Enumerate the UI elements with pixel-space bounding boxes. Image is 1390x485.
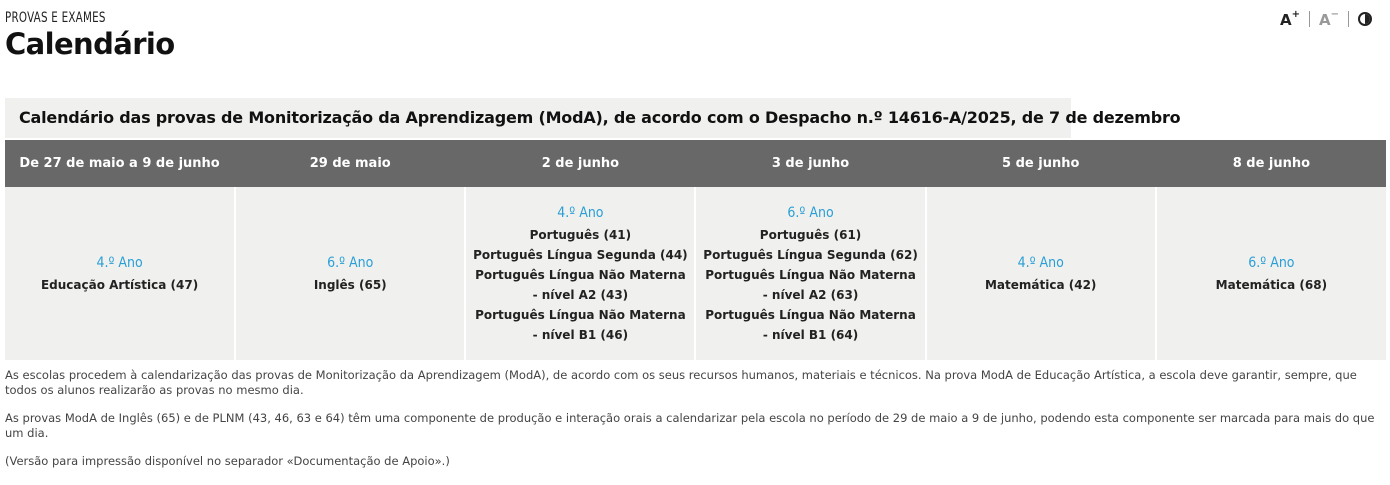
school-year-label: 4.º Ano: [557, 204, 604, 221]
column-header-date: 8 de junho: [1156, 140, 1386, 187]
table-cell: [5, 187, 235, 360]
exam-name: Português (41): [529, 227, 632, 242]
exam-name: Inglês (65): [313, 277, 387, 292]
accessibility-toolbar: [1271, 8, 1380, 29]
increase-font-button[interactable]: A+: [1280, 9, 1300, 29]
decrease-font-button[interactable]: A−: [1319, 9, 1339, 29]
column-header-date: De 27 de maio a 9 de junho: [5, 140, 235, 187]
notes-section: [5, 368, 1380, 482]
table-header-row: [5, 140, 1386, 187]
exam-calendar-table: [5, 140, 1386, 360]
school-year-label: 6.º Ano: [787, 204, 834, 221]
school-year-label: 4.º Ano: [96, 254, 143, 271]
table-cell: [1156, 187, 1386, 360]
table-row: [5, 187, 1386, 360]
school-year-label: 6.º Ano: [1248, 254, 1295, 271]
column-header-date: 2 de junho: [465, 140, 695, 187]
school-year-label: 4.º Ano: [1017, 254, 1064, 271]
toolbar-divider: [1348, 11, 1349, 27]
exam-name: Português Língua Segunda (44): [473, 247, 688, 262]
exam-name: Português Língua Não Materna - nível A2 (63): [705, 267, 916, 302]
exam-name: Português Língua Não Materna - nível B1 (46): [475, 307, 686, 342]
table-cell: [465, 187, 695, 360]
note-paragraph: As provas ModA de Inglês (65) e de PLNM (43, 46, 63 e 64) têm uma componente de produção e interação orais a calendarizar pela escola no período de 29 de maio a 9 de junho, podendo esta componente ser marcada para mais do que um dia.: [5, 411, 1375, 440]
table-cell: [235, 187, 465, 360]
section-eyebrow: PROVAS E EXAMES: [5, 10, 106, 26]
page-header: [5, 9, 175, 62]
exam-name: Matemática (68): [1215, 277, 1328, 292]
exam-name: Português Língua Não Materna - nível A2 (43): [475, 267, 686, 302]
table-cell: [926, 187, 1156, 360]
page-title: Calendário: [5, 27, 175, 61]
column-header-date: 29 de maio: [235, 140, 465, 187]
note-paragraph: As escolas procedem à calendarização das provas de Monitorização da Aprendizagem (ModA), de acordo com os seus recursos humanos, materiais e técnicos. Na prova ModA de Educação Artística, a escola deve garantir, sempre, que todos os alunos realizarão as provas no mesmo dia.: [5, 368, 1357, 397]
school-year-label: 6.º Ano: [327, 254, 374, 271]
table-caption: Calendário das provas de Monitorização da Aprendizagem (ModA), de acordo com o Despacho n.º 14616-A/2025, de 7 de dezembro: [5, 98, 1071, 138]
column-header-date: 5 de junho: [926, 140, 1156, 187]
table-cell: [695, 187, 925, 360]
exam-name: Português Língua Não Materna - nível B1 (64): [705, 307, 916, 342]
exam-name: Matemática (42): [984, 277, 1097, 292]
contrast-icon[interactable]: [1358, 12, 1372, 26]
exam-name: Português (61): [759, 227, 862, 242]
exam-name: Português Língua Segunda (62): [703, 247, 918, 262]
exam-name: Educação Artística (47): [40, 277, 199, 292]
note-paragraph: (Versão para impressão disponível no separador «Documentação de Apoio».): [5, 454, 450, 468]
column-header-date: 3 de junho: [695, 140, 925, 187]
